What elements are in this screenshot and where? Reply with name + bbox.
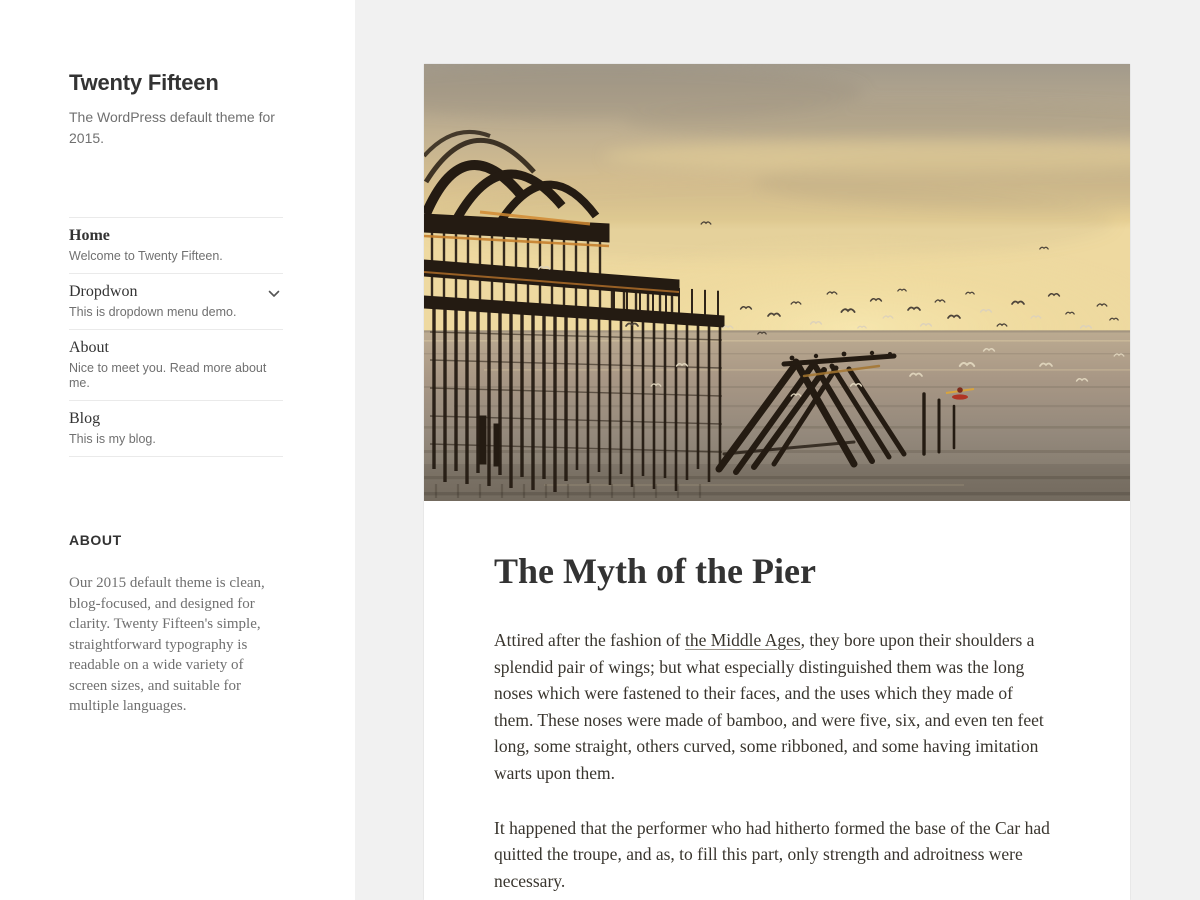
middle-ages-link[interactable]: the Middle Ages bbox=[684, 630, 801, 650]
nav-link-blog[interactable]: Blog bbox=[69, 410, 101, 427]
about-widget bbox=[69, 532, 285, 717]
sidebar bbox=[0, 0, 355, 900]
nav-desc-dropdwon: This is dropdown menu demo. bbox=[69, 305, 237, 319]
nav-item-blog[interactable] bbox=[69, 400, 283, 456]
nav-link-home[interactable]: Home bbox=[69, 227, 110, 244]
nav-desc-about: Nice to meet you. Read more about me. bbox=[69, 361, 267, 390]
chevron-down-icon bbox=[268, 286, 280, 301]
hero-image bbox=[424, 64, 1130, 501]
nav-item-dropdwon[interactable] bbox=[69, 273, 283, 329]
nav-item-about[interactable] bbox=[69, 329, 283, 400]
nav-link-about[interactable]: About bbox=[69, 339, 109, 356]
nav-item-home[interactable] bbox=[69, 217, 283, 273]
about-widget-text: Our 2015 default theme is clean, blog-focused, and designed for clarity. Twenty Fifteen's simple, straightforward typography is readable on a wide variety of screen sizes, and suitable for multiple languages. bbox=[69, 575, 265, 714]
paragraph-text: , they bore upon their shoulders a splendid pair of wings; but what especially distinguished them was the long noses which were fastened to their faces, and the uses which they made of them. These noses were made of bamboo, and were five, six, and even ten feet long, some straight, others curved, some ribboned, and some having imitation warts upon them. bbox=[494, 630, 1044, 783]
nav-desc-blog: This is my blog. bbox=[69, 432, 156, 446]
paragraph-text: Attired after the fashion of bbox=[494, 630, 685, 650]
about-widget-title: ABOUT bbox=[69, 532, 122, 548]
primary-navigation bbox=[69, 217, 283, 457]
site-title[interactable]: Twenty Fifteen bbox=[69, 70, 219, 95]
dropdown-toggle-button[interactable] bbox=[263, 284, 285, 302]
post-card bbox=[424, 64, 1130, 900]
post-title[interactable]: The Myth of the Pier bbox=[494, 551, 816, 591]
site-tagline: The WordPress default theme for 2015. bbox=[69, 109, 275, 146]
nav-link-dropdwon[interactable]: Dropdwon bbox=[69, 283, 138, 300]
nav-desc-home: Welcome to Twenty Fifteen. bbox=[69, 249, 223, 263]
content-area bbox=[355, 0, 1200, 900]
post-content bbox=[424, 501, 1130, 894]
sidebar-content bbox=[0, 0, 288, 717]
post-paragraph-1 bbox=[494, 627, 1054, 787]
post-paragraph-2: It happened that the performer who had hitherto formed the base of the Car had quitted the troupe, and as, to fill this part, only strength and adroitness were necessary. bbox=[494, 817, 1050, 891]
